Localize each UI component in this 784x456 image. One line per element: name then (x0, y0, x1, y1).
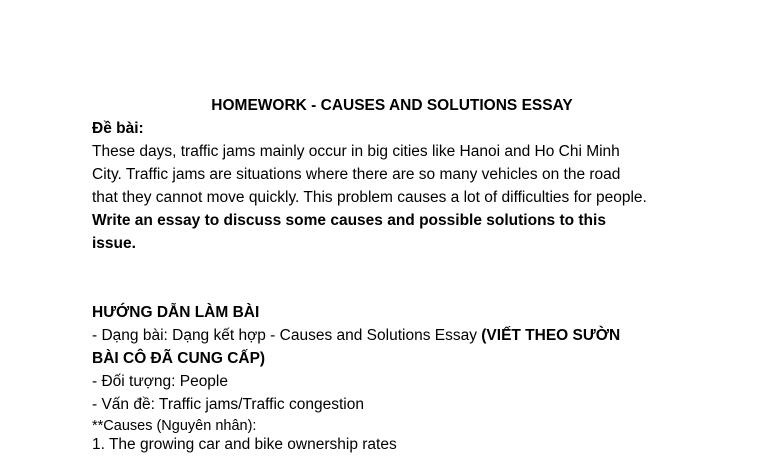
task-line-1: Write an essay to discuss some causes and possible solutions to this (92, 212, 606, 229)
causes-heading: **Causes (Nguyên nhân): (92, 418, 257, 434)
essay-type-note-cont: BÀI CÔ ĐÃ CUNG CẤP) (92, 350, 266, 367)
prompt-line-3: that they cannot move quickly. This problem causes a lot of difficulties for people. (92, 189, 647, 206)
essay-type-note: (VIẾT THEO SƯỜN (481, 327, 621, 344)
essay-type-text: - Dạng bài: Dạng kết hợp - Causes and Solutions Essay (92, 327, 482, 344)
issue-line: - Vấn đề: Traffic jams/Traffic congestion (92, 396, 364, 413)
cut-off-line: 1. The growing car and bike ownership rates (92, 436, 397, 453)
essay-type-line (92, 325, 620, 347)
prompt-line-2: City. Traffic jams are situations where there are so many vehicles on the road (92, 166, 621, 183)
document-title: HOMEWORK - CAUSES AND SOLUTIONS ESSAY (211, 97, 573, 114)
prompt-heading: Đề bài: (92, 120, 144, 137)
prompt-line-1: These days, traffic jams mainly occur in big cities like Hanoi and Ho Chi Minh (92, 143, 620, 160)
subject-line: - Đối tượng: People (92, 373, 228, 390)
task-line-2: issue. (92, 235, 136, 252)
guide-heading: HƯỚNG DẪN LÀM BÀI (92, 304, 260, 321)
